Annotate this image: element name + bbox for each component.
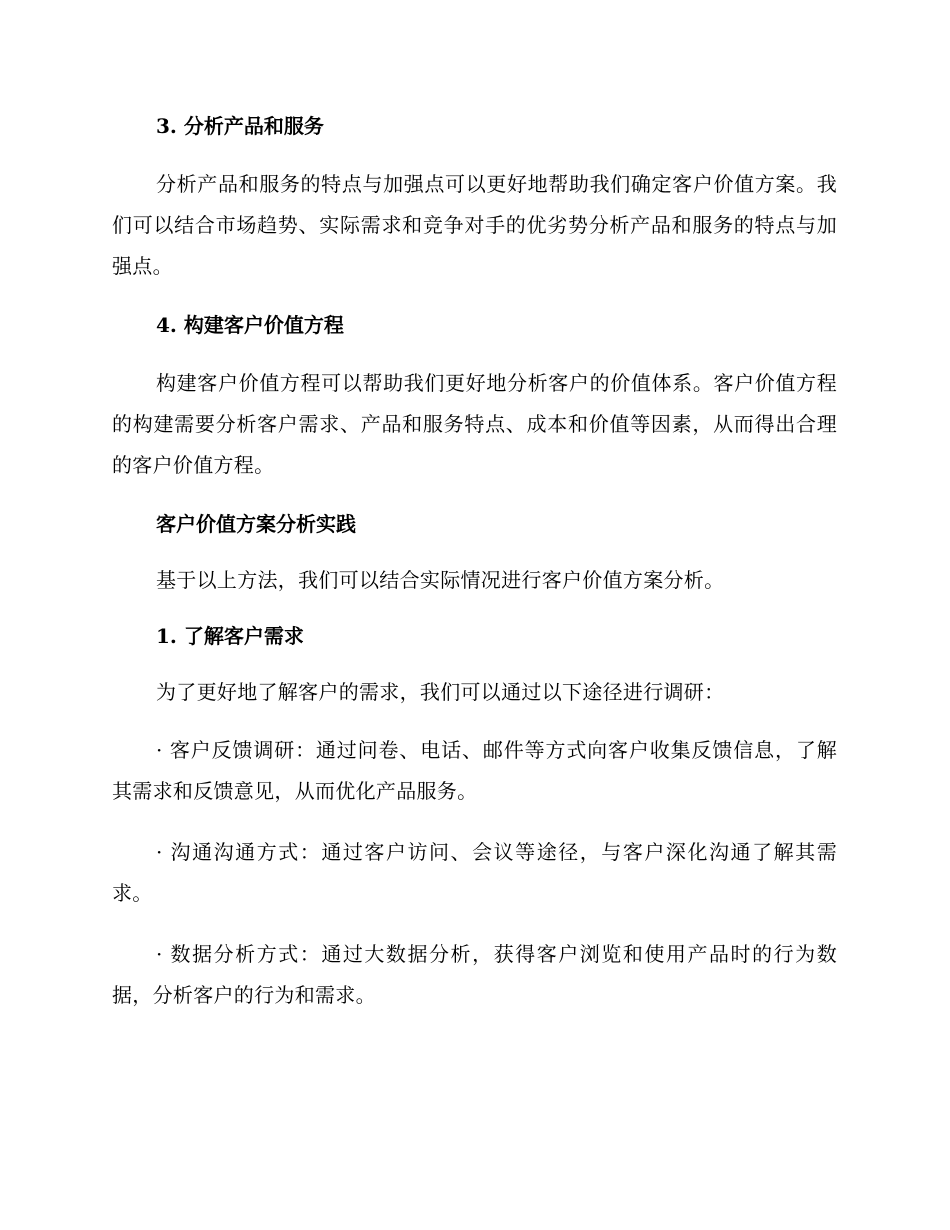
paragraph: 基于以上方法，我们可以结合实际情况进行客户价值方案分析。	[156, 568, 725, 592]
paragraph: 分析产品和服务的特点与加强点可以更好地帮助我们确定客户价值方案。我们可以结合市场趋势、实际需求和竞争对手的优劣势分析产品和服务的特点与加强点。	[112, 172, 837, 278]
paragraph: 为了更好地了解客户的需求，我们可以通过以下途径进行调研：	[156, 680, 725, 704]
section-heading-value-equation: 4. 构建客户价值方程	[156, 313, 344, 337]
document-body	[112, 108, 837, 1036]
section-heading-understand-needs: 1. 了解客户需求	[156, 624, 304, 648]
bullet-item-data-analysis: · 数据分析方式：通过大数据分析，获得客户浏览和使用产品时的行为数据，分析客户的行为和需求。	[112, 942, 837, 1007]
bullet-item-feedback-survey: · 客户反馈调研：通过问卷、电话、邮件等方式向客户收集反馈信息，了解其需求和反馈意见，从而优化产品服务。	[112, 738, 837, 803]
paragraph: 构建客户价值方程可以帮助我们更好地分析客户的价值体系。客户价值方程的构建需要分析客户需求、产品和服务特点、成本和价值等因素，从而得出合理的客户价值方程。	[112, 371, 837, 477]
section-heading-analyze-products: 3. 分析产品和服务	[156, 114, 324, 138]
bullet-item-communication: · 沟通沟通方式：通过客户访问、会议等途径，与客户深化沟通了解其需求。	[112, 840, 837, 905]
section-heading-practice: 客户价值方案分析实践	[156, 512, 356, 536]
